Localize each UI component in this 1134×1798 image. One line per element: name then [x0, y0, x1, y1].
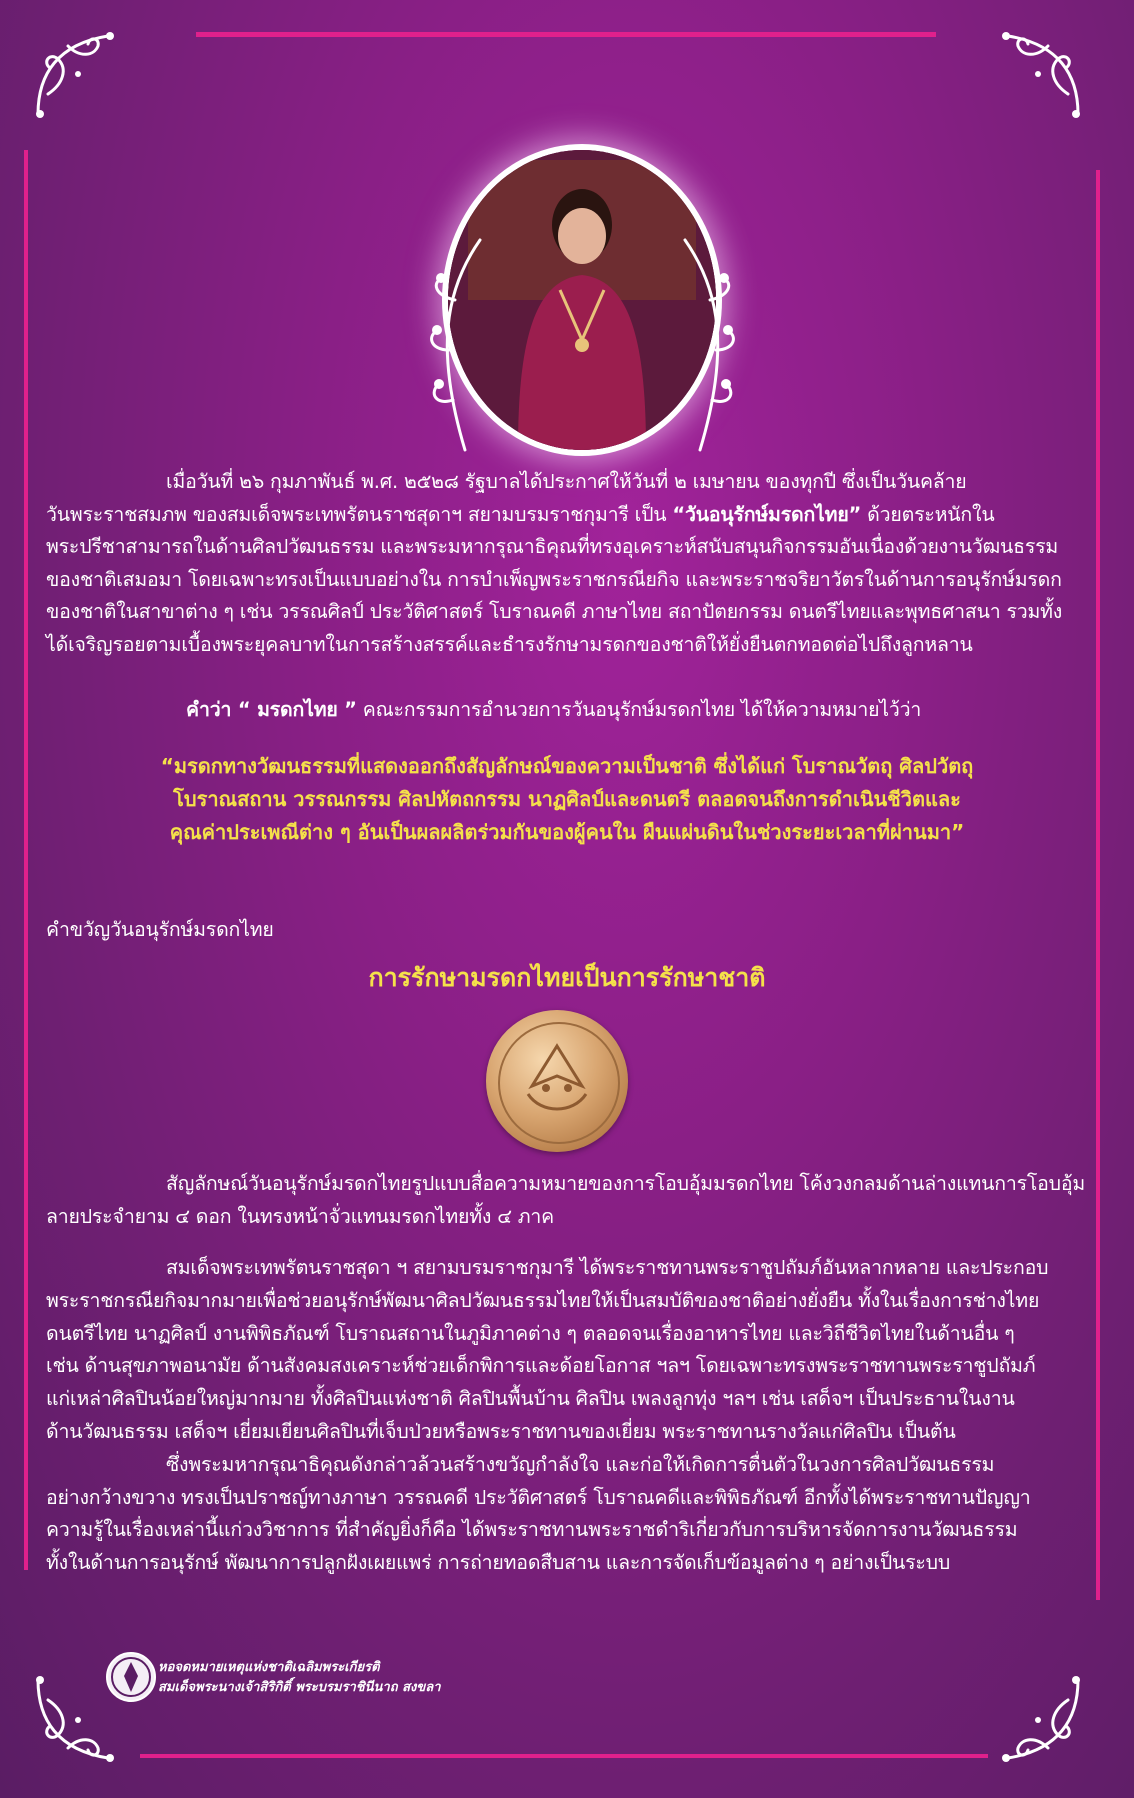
- royal-line: ซึ่งพระมหากรุณาธิคุณดังกล่าวล้วนสร้างขวัญกำลังใจ และก่อให้เกิดการตื่นตัวในวงการศิลปวัฒนธรรม: [166, 1452, 995, 1476]
- seal-motif-icon: [486, 1010, 628, 1152]
- intro-line: พระปรีชาสามารถในด้านศิลปวัฒนธรรม และพระมหากรุณาธิคุณที่ทรงอุเคราะห์สนับสนุนกิจกรรมอันเนื่องด้วยงานวัฒนธรรม: [46, 535, 1059, 558]
- symbol-paragraph: [46, 1168, 1088, 1233]
- symbol-line: ลายประจำยาม ๔ ดอก ในทรงหน้าจั่วแทนมรดกไทยทั้ง ๔ ภาค: [46, 1204, 555, 1228]
- intro-line-text: วันพระราชสมภพ ของสมเด็จพระเทพรัตนราชสุดาฯ สยามบรมราชกุมารี เป็น: [46, 502, 667, 526]
- definition-lead: คำว่า “ มรดกไทย ”: [186, 698, 357, 721]
- left-accent-line: [24, 150, 28, 1570]
- royal-line: ทั้งในด้านการอนุรักษ์ พัฒนาการปลูกฝังเผยแพร่ การถ่ายทอดสืบสาน และการจัดเก็บข้อมูลต่าง ๆ อย่างเป็นระบบ: [46, 1551, 951, 1575]
- intro-line: ของชาติในสาขาต่าง ๆ เช่น วรรณศิลป์ ประวัติศาสตร์ โบราณคดี ภาษาไทย สถาปัตยกรรม ดนตรีไทยและพุทธศาสนา รวมทั้ง: [46, 600, 1063, 623]
- slogan-label: คำขวัญวันอนุรักษ์มรดกไทย: [46, 918, 274, 941]
- top-accent-line: [196, 32, 936, 37]
- heritage-day-emphasis: “วันอนุรักษ์มรดกไทย”: [672, 502, 862, 526]
- quote-line: “มรดกทางวัฒนธรรมที่แสดงออกถึงสัญลักษณ์ของความเป็นชาติ ซึ่งได้แก่ โบราณวัตถุ ศิลปวัตถุ: [160, 754, 974, 778]
- vine-ornament-icon: [425, 230, 495, 460]
- quote-line: คุณค่าประเพณีต่าง ๆ อันเป็นผลผลิตร่วมกันของผู้คนใน ผืนแผ่นดินในช่วงระยะเวลาที่ผ่านมา”: [169, 820, 965, 844]
- royal-line: อย่างกว้างขวาง ทรงเป็นปราชญ์ทางภาษา วรรณคดี ประวัติศาสตร์ โบราณคดีและพิพิธภัณฑ์ อีกทั้งได้พระราชทานปัญญา: [46, 1485, 1031, 1509]
- royal-line: พระราชกรณียกิจมากมายเพื่อช่วยอนุรักษ์พัฒนาศิลปวัฒนธรรมไทยให้เป็นสมบัติของชาติอย่างยั่งยืน ทั้งในเรื่องการช่างไทย: [46, 1288, 1040, 1312]
- heritage-day-seal-icon: [486, 1010, 628, 1152]
- intro-line: [46, 499, 1088, 532]
- footer-line-queen: สมเด็จพระนางเจ้าสิริกิติ์ พระบรมราชินีนาถ สงขลา: [158, 1680, 441, 1695]
- royal-line: ความรู้ในเรื่องเหล่านี้แก่วงวิชาการ ที่สำคัญยิ่งก็คือ ได้พระราชทานพระราชดำริเกี่ยวกับการบริหารจัดการงานวัฒนธรรม: [46, 1518, 1018, 1542]
- slogan-title: การรักษามรดกไทยเป็นการรักษาชาติ: [368, 963, 766, 992]
- national-archives-emblem-icon: [106, 1652, 156, 1702]
- quote-line: โบราณสถาน วรรณกรรม ศิลปหัตถกรรม นาฏศิลป์และดนตรี ตลอดจนถึงการดำเนินชีวิตและ: [173, 787, 961, 811]
- royal-paragraph: [46, 1252, 1088, 1580]
- royal-line: สมเด็จพระเทพรัตนราชสุดา ฯ สยามบรมราชกุมารี ได้พระราชทานพระราชูปถัมภ์อันหลากหลาย และประกอบ: [166, 1256, 1049, 1279]
- royal-line: เช่น ด้านสุขภาพอนามัย ด้านสังคมสงเคราะห์ช่วยเด็กพิการและด้อยโอกาส ฯลฯ โดยเฉพาะทรงพระราชทานพระราชูปถัมภ์: [46, 1354, 1036, 1378]
- symbol-line: สัญลักษณ์วันอนุรักษ์มรดกไทยรูปแบบสื่อความหมายของการโอบอุ้มมรดกไทย โค้งวงกลมด้านล่างแทนการโอบอุ้ม: [166, 1172, 1086, 1195]
- corner-flourish-icon: [988, 1670, 1088, 1770]
- bottom-accent-line: [140, 1754, 988, 1758]
- right-accent-line: [1096, 170, 1100, 1600]
- royal-line: แก่เหล่าศิลปินน้อยใหญ่มากมาย ทั้งศิลปินแห่งชาติ ศิลปินพื้นบ้าน ศิลปิน เพลงลูกทุ่ง ฯลฯ เช่น เสด็จฯ เป็นประธานในงาน: [46, 1387, 1015, 1411]
- intro-line: เมื่อวันที่ ๒๖ กุมภาพันธ์ พ.ศ. ๒๕๒๘ รัฐบาลได้ประกาศให้วันที่ ๒ เมษายน ของทุกปี ซึ่งเป็นวันคล้าย: [166, 470, 967, 493]
- intro-line: ได้เจริญรอยตามเบื้องพระยุคลบาทในการสร้างสรรค์และธำรงรักษามรดกของชาติให้ยั่งยืนตกทอดต่อไปถึงลูกหลาน: [46, 632, 973, 656]
- vine-ornament-icon: [670, 230, 740, 460]
- heritage-definition-quote: [90, 750, 1044, 849]
- footer-line-archive: หอจดหมายเหตุแห่งชาติเฉลิมพระเกียรติ: [158, 1660, 380, 1675]
- intro-line-tail: ด้วยตระหนักใน: [861, 502, 995, 526]
- definition-line: [186, 694, 1086, 727]
- intro-paragraph: [46, 466, 1088, 661]
- corner-flourish-icon: [988, 24, 1088, 124]
- royal-line: ด้านวัฒนธรรม เสด็จฯ เยี่ยมเยียนศิลปินที่เจ็บป่วยหรือพระราชทานของเยี่ยม พระราชทานรางวัลแก่ศิลปิน เป็นต้น: [46, 1419, 956, 1443]
- definition-rest: คณะกรรมการอำนวยการวันอนุรักษ์มรดกไทย ได้ให้ความหมายไว้ว่า: [356, 698, 922, 721]
- royal-line: ดนตรีไทย นาฏศิลป์ งานพิพิธภัณฑ์ โบราณสถานในภูมิภาคต่าง ๆ ตลอดจนเรื่องอาหารไทย และวิถีชีวิตไทยในด้านอื่น ๆ: [46, 1321, 1015, 1345]
- intro-line: ของชาติเสมอมา โดยเฉพาะทรงเป็นแบบอย่างใน การบำเพ็ญพระราชกรณียกิจ และพระราชจริยาวัตรในด้านการอนุรักษ์มรดก: [46, 567, 1062, 591]
- corner-flourish-icon: [28, 24, 128, 124]
